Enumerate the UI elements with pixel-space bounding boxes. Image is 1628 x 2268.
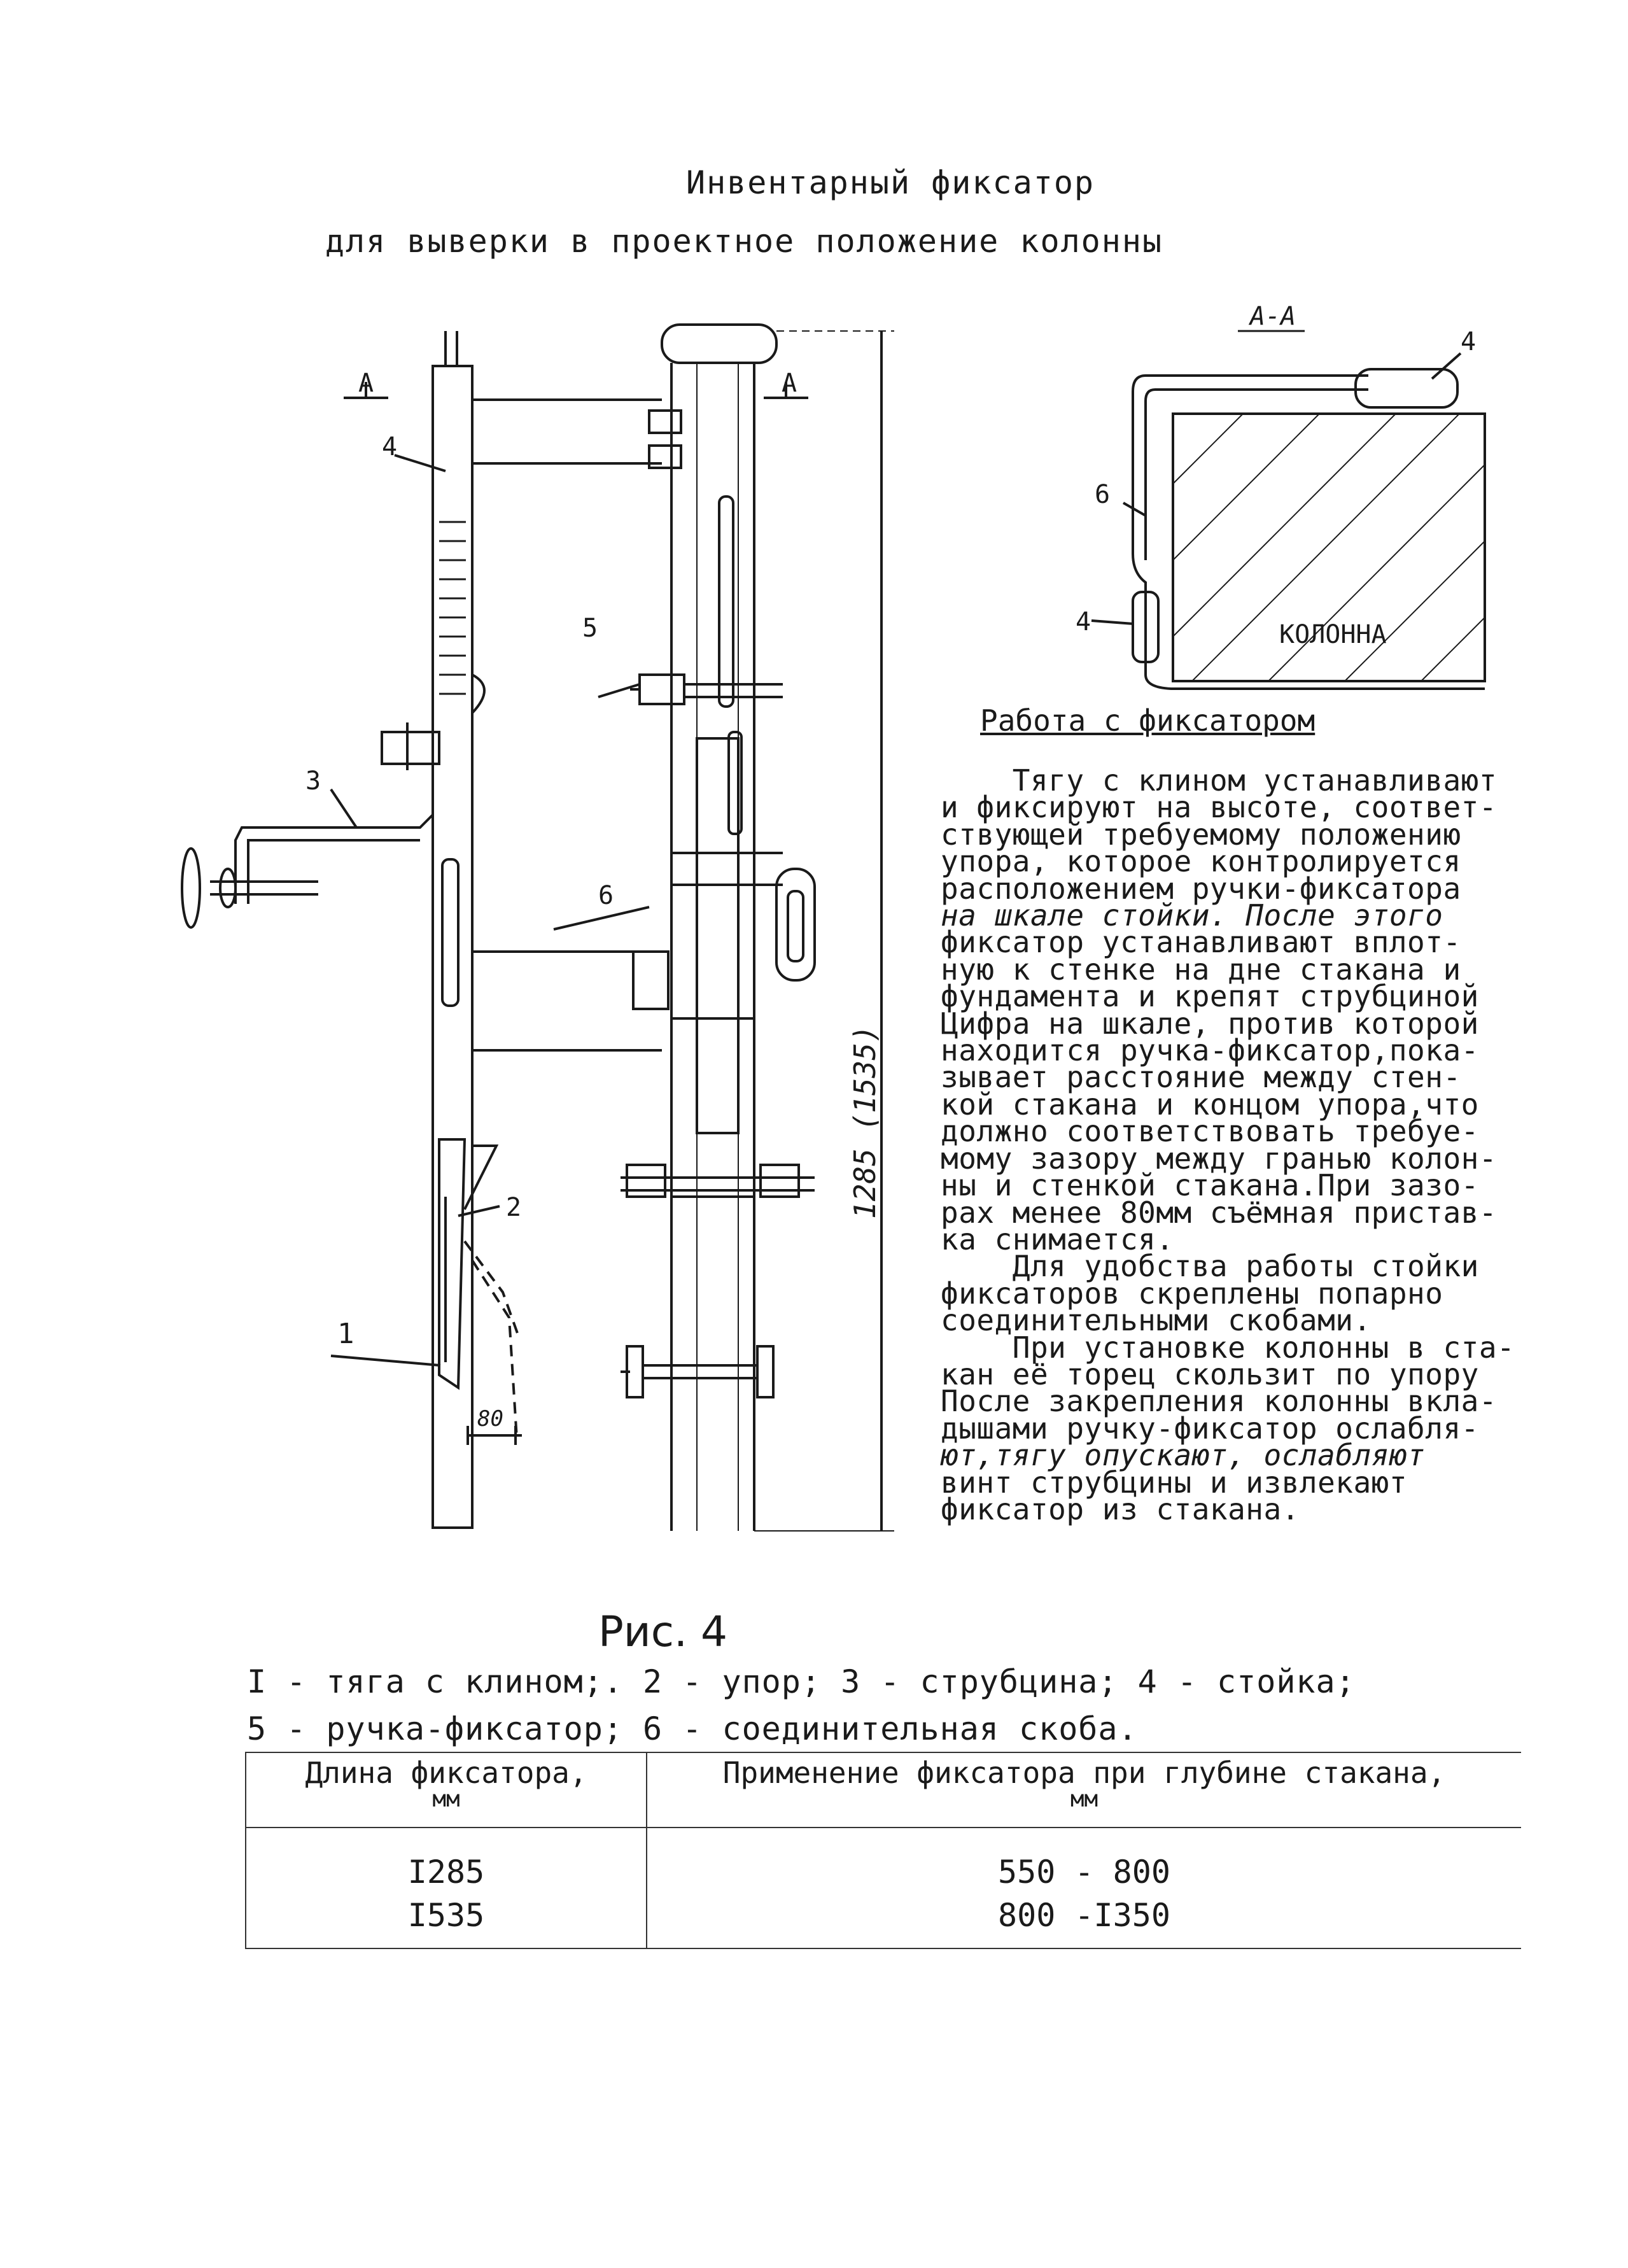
text-line: ны и стенкой стакана.При зазо- bbox=[941, 1168, 1479, 1203]
header-application bbox=[647, 1752, 1521, 1828]
callout-6: 6 bbox=[598, 881, 614, 910]
column-label: КОЛОННА bbox=[1279, 620, 1387, 649]
text-line: соединительными скобами. bbox=[941, 1303, 1372, 1338]
section-label-right: А bbox=[781, 369, 797, 398]
text-line: При установке колонны в ста- bbox=[941, 1330, 1515, 1365]
table-row bbox=[246, 1828, 1521, 1893]
overall-dimension: 1285 (1535) bbox=[848, 1025, 882, 1219]
text-line: фундамента и крепят струбциной bbox=[941, 979, 1479, 1014]
section-view-label: А-А bbox=[1249, 302, 1296, 331]
front-view-stand bbox=[621, 325, 815, 1531]
callout-4: 4 bbox=[382, 432, 398, 461]
callout-2: 2 bbox=[506, 1193, 522, 1222]
text-line: Для удобства работы стойки bbox=[941, 1249, 1479, 1284]
text-line: упора, которое контролируется bbox=[941, 844, 1461, 879]
cell-length: I285 bbox=[246, 1828, 647, 1893]
section-callout-6: 6 bbox=[1095, 480, 1111, 509]
cell-length: I535 bbox=[246, 1893, 647, 1948]
text-line: находится ручка-фиксатор,пока- bbox=[941, 1033, 1479, 1068]
header-application-unit: мм bbox=[1070, 1786, 1098, 1812]
cell-depth: 550 - 800 bbox=[998, 1854, 1170, 1891]
callout-3: 3 bbox=[305, 766, 321, 796]
text-line: кой стакана и концом упора,что bbox=[941, 1087, 1479, 1122]
callout-5: 5 bbox=[582, 614, 598, 643]
text-line: кан её торец скользит по упору bbox=[941, 1356, 1479, 1391]
text-line: фиксатор устанавливают вплот- bbox=[941, 925, 1461, 960]
legend-line-2: 5 - ручка-фиксатор; 6 - соединительная скоба. bbox=[247, 1710, 1138, 1747]
section-callout-4-bottom: 4 bbox=[1076, 607, 1091, 637]
text-line: ка снимается. bbox=[941, 1222, 1174, 1257]
text-line: мому зазору между гранью колон- bbox=[941, 1141, 1498, 1176]
callout-1: 1 bbox=[337, 1318, 354, 1350]
document-subtitle: для выверки в проектное положение колонны bbox=[325, 223, 1163, 260]
table-header-row bbox=[246, 1752, 1521, 1828]
text-line: Цифра на шкале, против которой bbox=[941, 1006, 1479, 1041]
cell-depth: 800 -I350 bbox=[647, 1893, 1521, 1948]
left-view-stand bbox=[182, 331, 662, 1528]
dimension-80: 80 bbox=[477, 1406, 503, 1432]
legend-line-1: I - тяга с клином;. 2 - упор; 3 - струбцина; 4 - стойка; bbox=[247, 1663, 1356, 1700]
table-row bbox=[246, 1893, 1521, 1948]
text-line: зывает расстояние между стен- bbox=[941, 1060, 1461, 1095]
header-application-title: Применение фиксатора при глубине стакана, bbox=[722, 1756, 1446, 1790]
text-line: фиксатор из стакана. bbox=[941, 1491, 1300, 1526]
text-line: расположением ручки-фиксатора bbox=[941, 871, 1461, 906]
header-length bbox=[246, 1752, 647, 1828]
document-title: Инвентарный фиксатор bbox=[685, 164, 1095, 201]
text-line-italic: на шкале стойки. После этого bbox=[941, 898, 1443, 933]
section-callout-4-top: 4 bbox=[1461, 327, 1477, 356]
clamp bbox=[182, 722, 439, 927]
text-line: винт струбцины и извлекают bbox=[941, 1465, 1408, 1500]
spec-table bbox=[245, 1752, 1521, 1949]
text-line: должно соответствовать требуе- bbox=[941, 1114, 1479, 1149]
text-line: Тягу с клином устанавливают bbox=[941, 763, 1498, 798]
text-line: фиксаторов скреплены попарно bbox=[941, 1276, 1443, 1311]
work-heading: Работа с фиксатором bbox=[980, 703, 1316, 738]
figure-caption: Рис. 4 bbox=[598, 1607, 727, 1656]
text-line: ствующей требуемому положению bbox=[941, 817, 1461, 852]
text-line: дышами ручку-фиксатор ослабля- bbox=[941, 1411, 1479, 1446]
text-line: рах менее 80мм съёмная пристав- bbox=[941, 1195, 1498, 1230]
header-length-title: Длина фиксатора, bbox=[305, 1756, 587, 1790]
header-length-unit: мм bbox=[432, 1786, 460, 1812]
text-line: и фиксируют на высоте, соответ- bbox=[941, 790, 1498, 825]
text-line-italic: ют,тягу опускают, ослабляют bbox=[941, 1438, 1426, 1473]
work-instructions bbox=[941, 763, 1564, 1526]
text-line: ную к стенке на дне стакана и bbox=[941, 952, 1461, 987]
text-line: После закрепления колонны вкла- bbox=[941, 1384, 1498, 1419]
section-label-left: А bbox=[358, 369, 374, 398]
